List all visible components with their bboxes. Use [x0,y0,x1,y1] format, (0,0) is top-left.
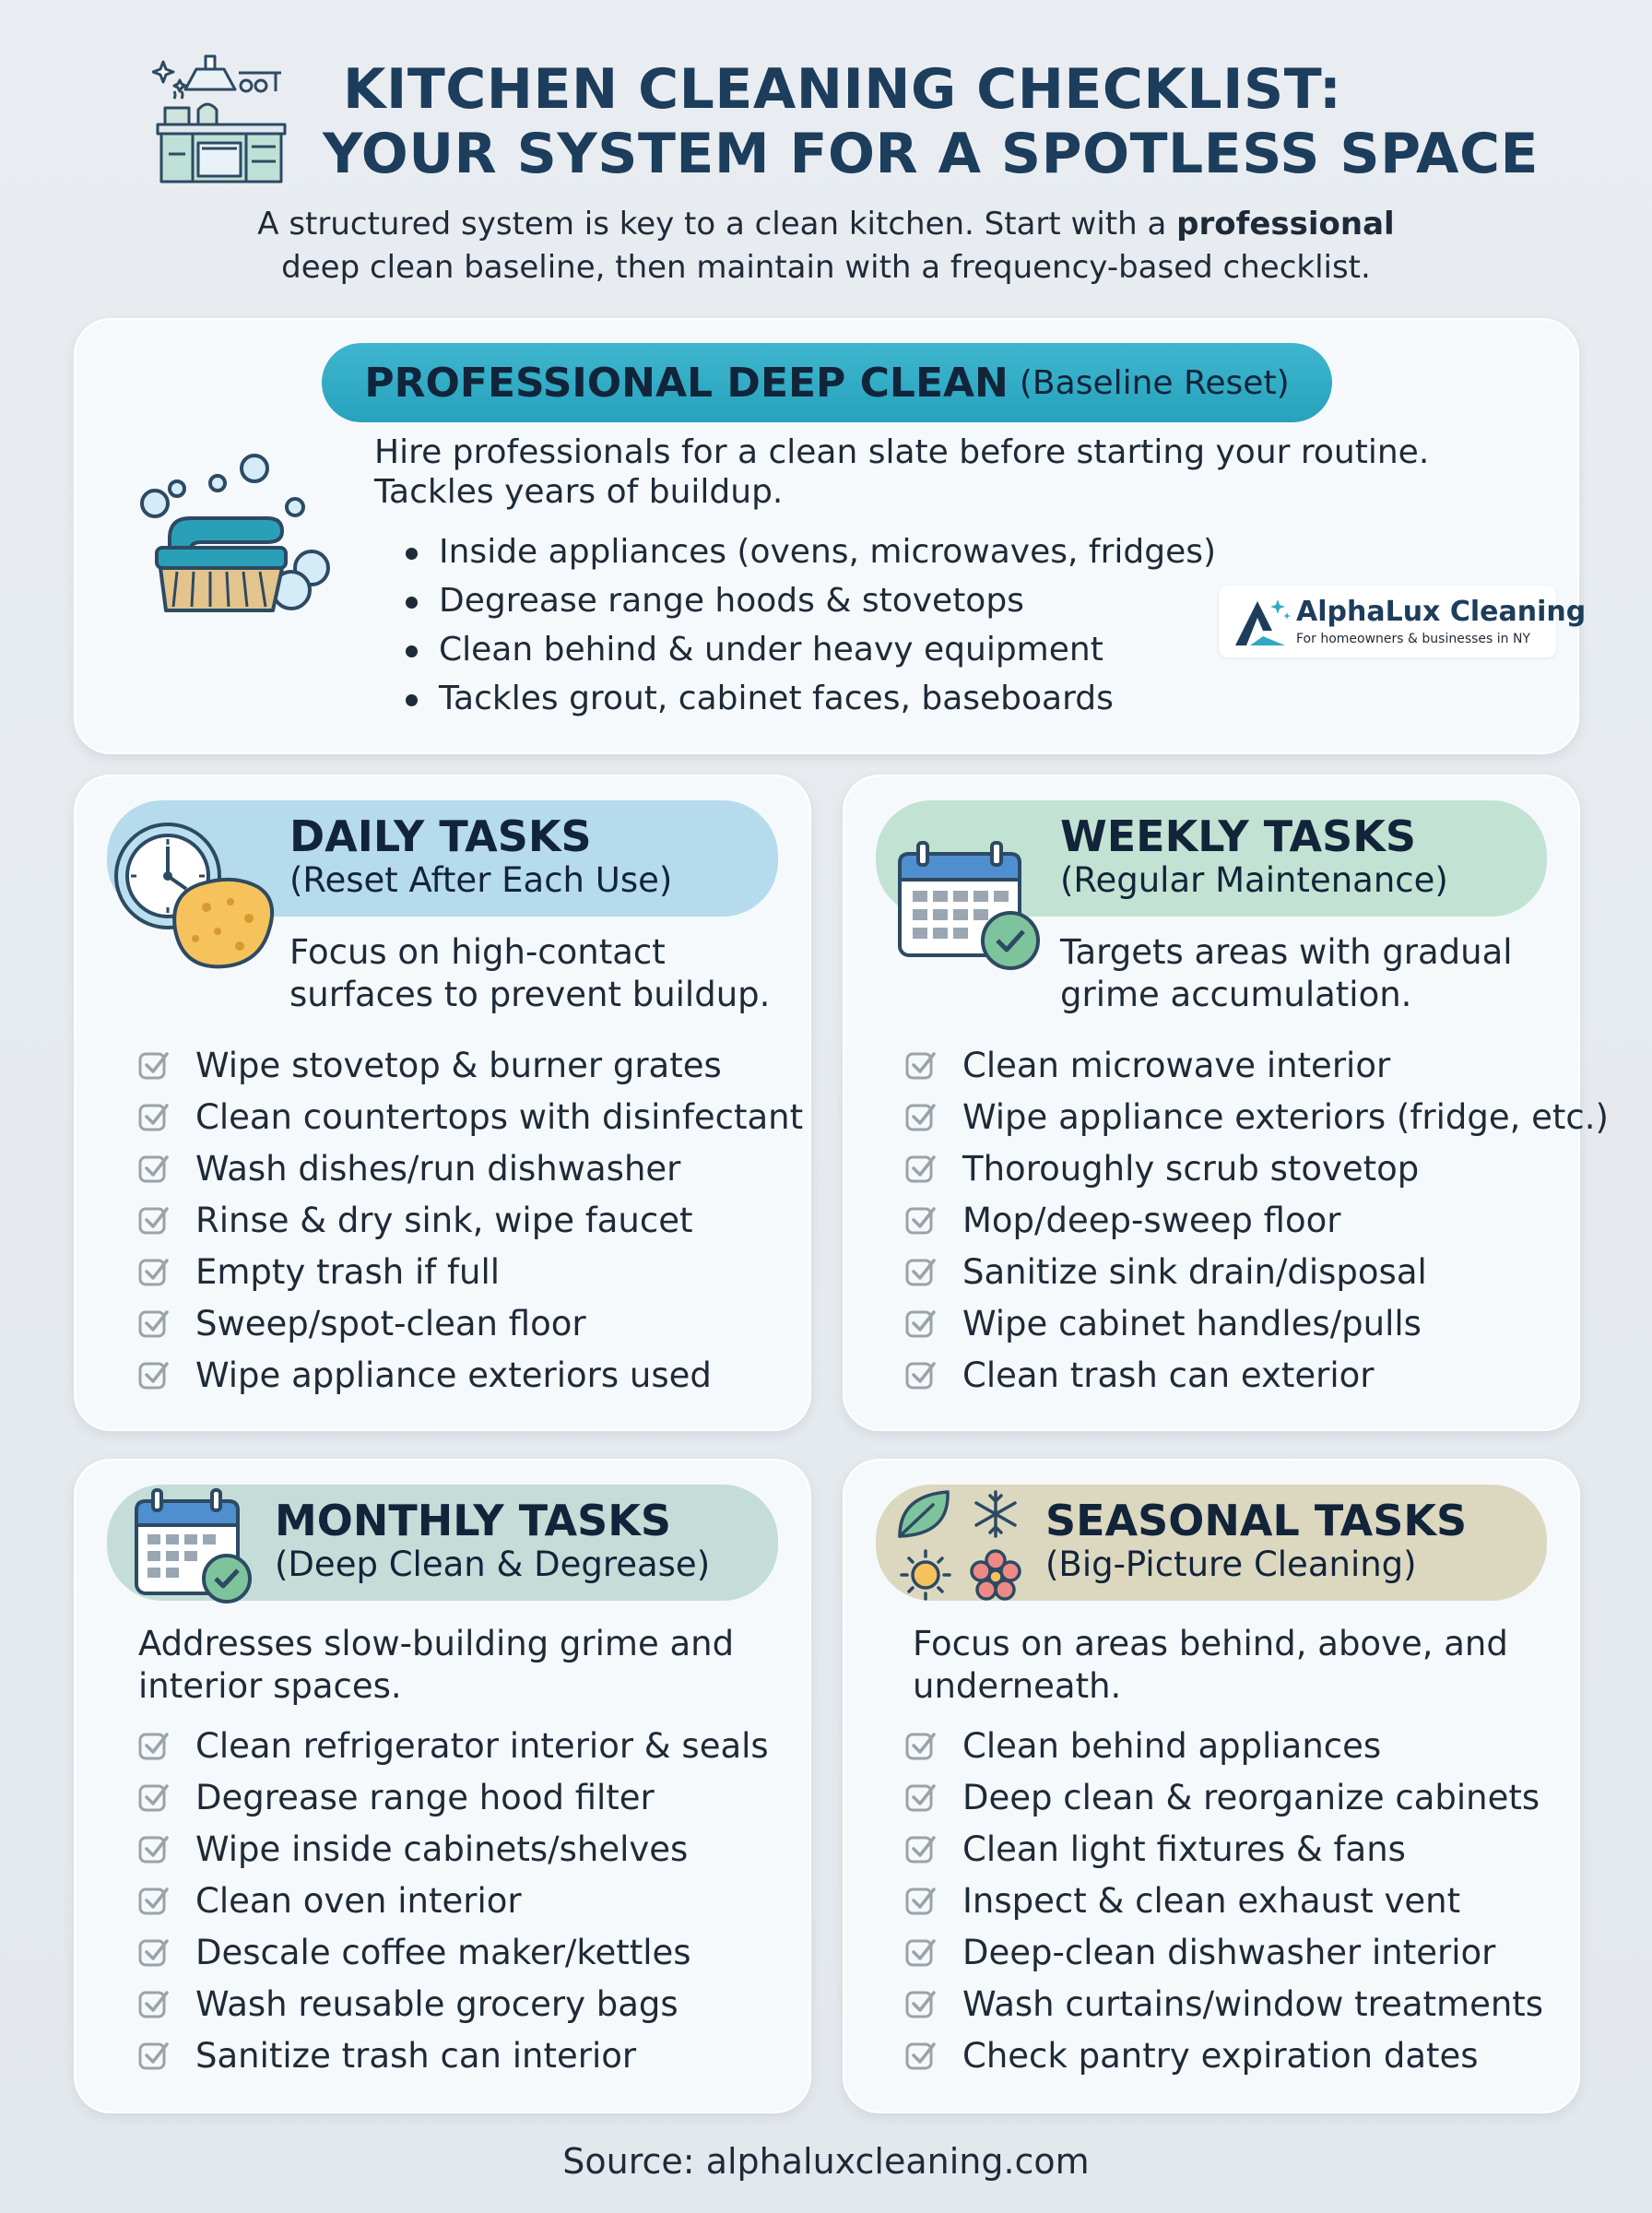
seasonal-description-line-2: underneath. [913,1666,1122,1706]
checkbox-checked-icon [136,1152,171,1187]
intro-bold-text: professional [1176,206,1395,243]
seasonal-description-line-1: Focus on areas behind, above, and [913,1624,1508,1663]
checkbox-checked-icon [136,1987,171,2022]
daily-description [289,931,770,1016]
checklist-item-label: Sanitize trash can interior [195,2036,637,2076]
weekly-description-line-1: Targets areas with gradual [1060,932,1513,972]
checklist-item [136,1298,803,1350]
checklist-item [903,1927,1543,1979]
checklist-item [903,1143,1609,1195]
intro-text-line-2: deep clean baseline, then maintain with a frequency-based checklist. [281,249,1371,286]
monthly-checklist [136,1721,769,2082]
checkbox-checked-icon [903,1884,938,1919]
checkbox-checked-icon [903,1203,938,1238]
seasonal-title: SEASONAL TASKS [1045,1496,1468,1545]
professional-description-line-1: Hire professionals for a clean slate before starting your routine. [374,433,1430,471]
weekly-title: WEEKLY TASKS [1060,811,1417,861]
checklist-item-label: Thoroughly scrub stovetop [962,1149,1420,1189]
checkbox-checked-icon [136,1832,171,1867]
checklist-item-label: Wipe appliance exteriors used [195,1355,712,1395]
checklist-item [903,1721,1543,1772]
professional-bullet-list [402,527,1216,723]
checkbox-checked-icon [903,1307,938,1342]
checklist-item-label: Sweep/spot-clean floor [195,1304,586,1343]
seasonal-subtitle: (Big-Picture Cleaning) [1045,1544,1417,1584]
seasonal-description [913,1623,1508,1708]
checkbox-checked-icon [136,1781,171,1816]
monthly-description-line-2: interior spaces. [138,1666,402,1706]
checklist-item [136,1247,803,1298]
list-item: Clean behind & under heavy equipment [402,625,1216,674]
clock-sponge-icon [111,819,277,980]
checklist-item-label: Deep clean & reorganize cabinets [962,1778,1540,1817]
checklist-item-label: Clean refrigerator interior & seals [195,1726,769,1766]
checkbox-checked-icon [136,1255,171,1290]
checklist-item [903,1298,1609,1350]
checklist-item-label: Inspect & clean exhaust vent [962,1881,1461,1921]
checklist-item [136,1876,769,1927]
checkbox-checked-icon [903,1100,938,1135]
checklist-item [903,1876,1543,1927]
monthly-subtitle: (Deep Clean & Degrease) [275,1544,711,1584]
weekly-description [1060,931,1513,1016]
checklist-item [136,1927,769,1979]
checklist-item-label: Clean microwave interior [962,1046,1391,1085]
checklist-item [136,1143,803,1195]
daily-subtitle: (Reset After Each Use) [289,860,673,900]
checklist-item-label: Empty trash if full [195,1252,501,1292]
monthly-description [138,1623,734,1708]
checklist-item-label: Wash curtains/window treatments [962,1984,1544,2024]
checkbox-checked-icon [136,2039,171,2074]
kitchen-icon [152,51,290,189]
professional-subtitle: (Baseline Reset) [1019,363,1290,402]
checklist-item-label: Degrease range hood filter [195,1778,655,1817]
checkbox-checked-icon [136,1307,171,1342]
checkbox-checked-icon [903,1781,938,1816]
daily-description-line-1: Focus on high-contact [289,932,666,972]
page-title-line-1: KITCHEN CLEANING CHECKLIST: [343,57,1342,122]
calendar-check-icon [892,839,1051,977]
monthly-description-line-1: Addresses slow-building grime and [138,1624,735,1663]
checkbox-checked-icon [136,1100,171,1135]
checkbox-checked-icon [903,1729,938,1764]
checkbox-checked-icon [903,1832,938,1867]
checkbox-checked-icon [136,1935,171,1970]
checklist-item [136,1979,769,2030]
checkbox-checked-icon [903,1935,938,1970]
checklist-item [136,1040,803,1092]
checklist-item [136,1824,769,1876]
weekly-description-line-2: grime accumulation. [1060,975,1412,1014]
checklist-item [136,1350,803,1402]
professional-title: PROFESSIONAL DEEP CLEAN [364,359,1009,407]
checklist-item [903,1040,1609,1092]
checklist-item-label: Deep-clean dishwasher interior [962,1933,1496,1972]
checklist-item [903,2030,1543,2082]
checklist-item [903,1824,1543,1876]
checklist-item [903,1350,1609,1402]
alphalux-logo-name: AlphaLux Cleaning [1296,596,1587,628]
professional-description-line-2: Tackles years of buildup. [374,473,784,511]
intro-text-line-1 [0,206,1652,243]
checklist-item [903,1247,1609,1298]
checkbox-checked-icon [903,2039,938,2074]
alphalux-logo-tagline: For homeowners & businesses in NY [1296,632,1530,646]
checklist-item [903,1092,1609,1143]
checkbox-checked-icon [903,1152,938,1187]
checklist-item [136,1195,803,1247]
daily-title: DAILY TASKS [289,811,592,861]
checklist-item-label: Clean oven interior [195,1881,522,1921]
checklist-item-label: Clean trash can exterior [962,1355,1375,1395]
checklist-item-label: Mop/deep-sweep floor [962,1201,1341,1240]
page-title-line-2: YOUR SYSTEM FOR A SPOTLESS SPACE [323,122,1540,186]
checkbox-checked-icon [903,1987,938,2022]
source-credit: Source: alphaluxcleaning.com [562,2141,1090,2182]
list-item: Degrease range hoods & stovetops [402,576,1216,625]
checkbox-checked-icon [903,1358,938,1393]
monthly-title: MONTHLY TASKS [275,1496,672,1545]
list-item: Tackles grout, cabinet faces, baseboards [402,674,1216,723]
checklist-item-label: Wipe appliance exteriors (fridge, etc.) [962,1097,1609,1137]
checklist-item-label: Wash dishes/run dishwasher [195,1149,681,1189]
checklist-item [136,2030,769,2082]
professional-header [322,343,1332,422]
checklist-item-label: Clean countertops with disinfectant [195,1097,804,1137]
checklist-item-label: Wipe stovetop & burner grates [195,1046,722,1085]
checklist-item [903,1979,1543,2030]
checkbox-checked-icon [136,1048,171,1083]
alphalux-logo-icon [1230,594,1294,649]
checklist-item-label: Clean light fixtures & fans [962,1829,1406,1869]
seasons-icon [892,1485,1031,1604]
daily-checklist [136,1040,803,1402]
checkbox-checked-icon [136,1884,171,1919]
calendar-check-icon [129,1486,258,1606]
checklist-item-label: Clean behind appliances [962,1726,1382,1766]
checklist-item [903,1195,1609,1247]
checklist-item-label: Rinse & dry sink, wipe faucet [195,1201,693,1240]
checklist-item-label: Descale coffee maker/kettles [195,1933,691,1972]
checklist-item [136,1721,769,1772]
checklist-item-label: Wash reusable grocery bags [195,1984,678,2024]
list-item: Inside appliances (ovens, microwaves, fridges) [402,527,1216,576]
seasonal-checklist [903,1721,1543,2082]
checkbox-checked-icon [136,1729,171,1764]
checkbox-checked-icon [903,1048,938,1083]
checklist-item [136,1092,803,1143]
checklist-item-label: Wipe inside cabinets/shelves [195,1829,689,1869]
checkbox-checked-icon [903,1255,938,1290]
checkbox-checked-icon [136,1203,171,1238]
checklist-item [136,1772,769,1824]
checklist-item-label: Sanitize sink drain/disposal [962,1252,1427,1292]
checklist-item [903,1772,1543,1824]
intro-text: A structured system is key to a clean kitchen. Start with a [257,206,1177,243]
weekly-subtitle: (Regular Maintenance) [1060,860,1448,900]
weekly-checklist [903,1040,1609,1402]
checkbox-checked-icon [136,1358,171,1393]
scrub-brush-icon [129,450,332,625]
checklist-item-label: Wipe cabinet handles/pulls [962,1304,1422,1343]
daily-description-line-2: surfaces to prevent buildup. [289,975,771,1014]
checklist-item-label: Check pantry expiration dates [962,2036,1479,2076]
